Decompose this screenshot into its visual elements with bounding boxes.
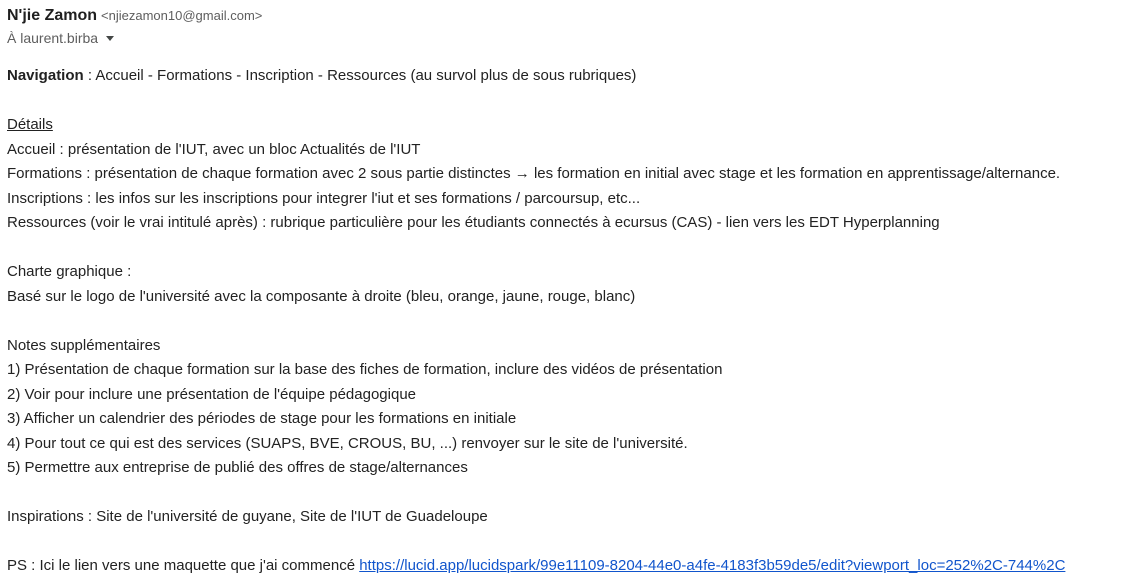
blank-line	[7, 89, 1147, 114]
details-accueil: Accueil : présentation de l'IUT, avec un bloc Actualités de l'IUT	[7, 140, 421, 158]
blank-line	[7, 309, 1147, 334]
charte-heading: Charte graphique :	[7, 263, 132, 280]
recipient-details-toggle[interactable]	[7, 27, 262, 49]
details-heading: Détails	[7, 116, 53, 133]
note-item-3: 3) Afficher un calendrier des périodes de stage pour les formations en initiale	[7, 410, 517, 427]
note-item-4: 4) Pour tout ce qui est des services (SUAPS, BVE, CROUS, BU, ...) renvoyer sur le site de l'université.	[7, 434, 688, 452]
blank-line	[7, 530, 1147, 555]
maquette-link[interactable]: https://lucid.app/lucidspark/99e11109-8204-44e0-a4fe-4183f3b59de5/edit?viewport_loc=252%2C-744%2C	[359, 557, 1066, 574]
ps-text: PS : Ici le lien vers une maquette que j'ai commencé	[7, 557, 360, 574]
note-item-5: 5) Permettre aux entreprise de publié des offres de stage/alternances	[7, 459, 468, 476]
inspirations-line: Inspirations : Site de l'université de guyane, Site de l'IUT de Guadeloupe	[7, 508, 488, 525]
navigation-text: : Accueil - Formations - Inscription - Ressources (au survol plus de sous rubriques)	[83, 67, 637, 84]
email-body	[7, 64, 1147, 579]
chevron-down-icon[interactable]	[106, 36, 114, 41]
navigation-line	[7, 64, 1147, 89]
blank-line	[7, 236, 1147, 261]
charte-text: Basé sur le logo de l'université avec la composante à droite (bleu, orange, jaune, rouge, blanc)	[7, 287, 636, 305]
note-item-1: 1) Présentation de chaque formation sur la base des fiches de formation, inclure des vidéos de présentation	[7, 361, 723, 378]
details-ressources: Ressources (voir le vrai intitulé après) : rubrique particulière pour les étudiants connectés à ecursus (CAS) - lien vers les EDT Hyperplanning	[7, 214, 940, 231]
note-item-2: 2) Voir pour inclure une présentation de l'équipe pédagogique	[7, 385, 416, 403]
recipient-label: À laurent.birba	[7, 30, 99, 46]
details-heading-line	[7, 113, 1147, 138]
notes-heading: Notes supplémentaires	[7, 336, 161, 354]
sender-name[interactable]: N'jie Zamon	[7, 7, 98, 24]
sender-line	[7, 5, 262, 27]
email-header	[7, 5, 262, 49]
blank-line	[7, 481, 1147, 506]
sender-email: <njiezamon10@gmail.com>	[101, 8, 263, 23]
navigation-label: Navigation	[7, 67, 84, 84]
details-formations: Formations : présentation de chaque formation avec 2 sous partie distinctes → les formation en initial avec stage et les formation en apprentissage/alternance.	[7, 165, 1061, 182]
details-inscriptions: Inscriptions : les infos sur les inscriptions pour integrer l'iut et ses formations / parcoursup, etc...	[7, 189, 641, 207]
ps-line	[7, 554, 1147, 579]
